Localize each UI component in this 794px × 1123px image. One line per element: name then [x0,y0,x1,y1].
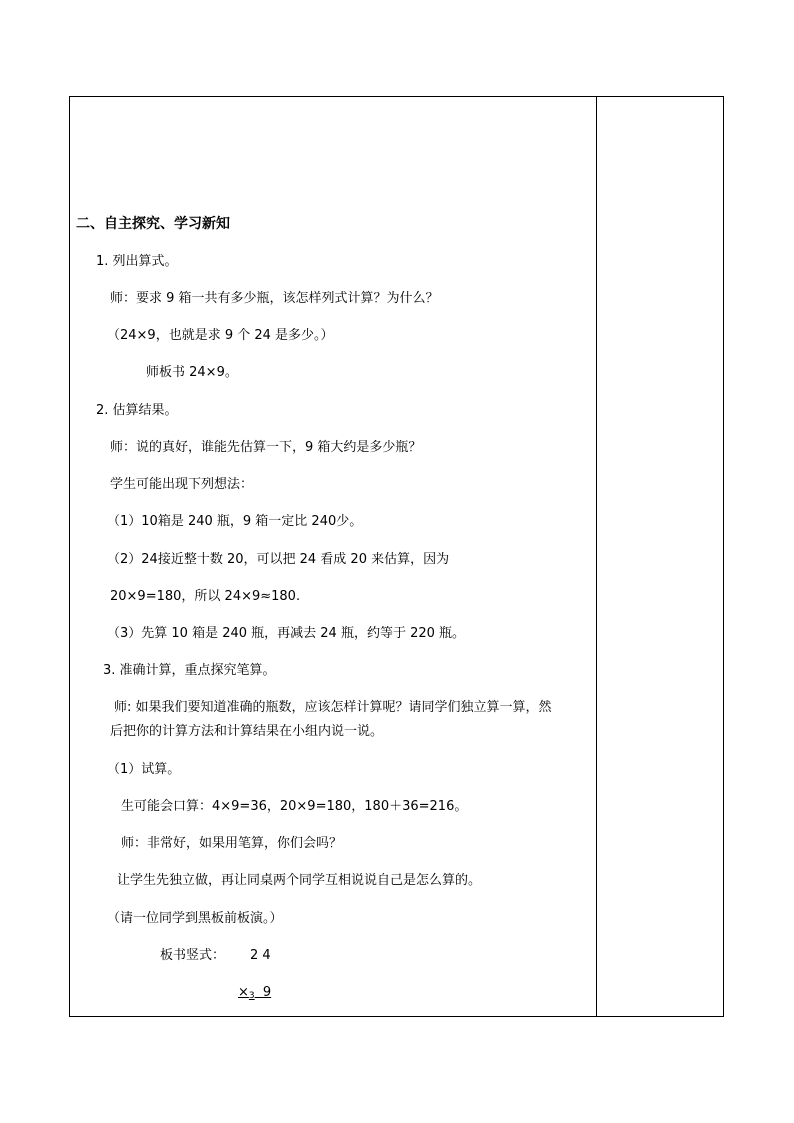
step2-students: 学生可能出现下列想法： [110,477,254,492]
step1-board: 师板书 24×9。 [146,365,238,380]
vertical-form-label: 板书竖式： [160,948,226,963]
step3-oral: 生可能会口算：4×9=36，20×9=180，180＋36=216。 [121,799,468,814]
step1-answer: （24×9，也就是求 9 个 24 是多少。） [107,328,334,343]
step3-board-invite: （请一位同学到黑板前板演。） [107,911,283,926]
multiply-sign: × [238,985,249,1000]
step2-idea1: （1）10箱是 240 瓶，9 箱一定比 240少。 [107,514,363,529]
step2-title: 2. 估算结果。 [96,403,178,418]
section-title: 二、自主探究、学习新知 [76,216,230,232]
step1-title: 1. 列出算式。 [96,254,178,269]
step3-teacher-b: 后把你的计算方法和计算结果在小组内说一说。 [110,724,384,739]
vertical-form-top-number: 2 4 [250,948,271,963]
step3-teacher-a: 师: 如果我们要知道准确的瓶数，应该怎样计算呢？请同学们独立算一算，然 [114,700,552,715]
step3-independent: 让学生先独立做，再让同桌两个同学互相说说自己是怎么算的。 [117,873,482,888]
step3-try: （1）试算。 [107,762,181,777]
step2-idea2b: 20×9=180，所以 24×9≈180. [110,589,301,604]
step1-teacher-question: 师：要求 9 箱一共有多少瓶，该怎样列式计算？为什么？ [110,291,439,306]
step2-teacher-question: 师：说的真好，谁能先估算一下，9 箱大约是多少瓶？ [110,440,422,455]
column-divider [596,96,597,1017]
multiplier-digit: 9 [262,985,272,1000]
step2-idea2a: （2）24接近整十数 20，可以把 24 看成 20 来估算，因为 [107,552,450,567]
step3-teacher-question: 师：非常好，如果用笔算，你们会吗？ [121,836,343,851]
step3-title: 3. 准确计算，重点探究笔算。 [103,663,276,678]
vertical-form-multiplier-row [238,984,271,1005]
step2-idea3: （3）先算 10 箱是 240 瓶，再减去 24 瓶，约等于 220 瓶。 [107,626,466,641]
carry-digit: 3 [248,991,255,1001]
